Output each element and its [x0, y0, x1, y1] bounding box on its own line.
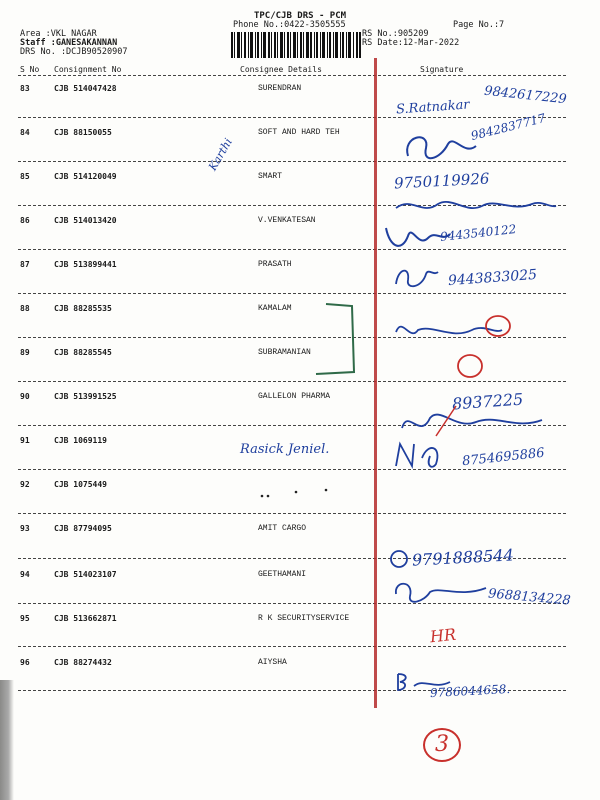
barcode — [231, 32, 361, 58]
row-sno: 83 — [20, 84, 30, 93]
page-number: Page No.:7 — [453, 20, 505, 30]
row-consignee: R K SECURITYSERVICE — [258, 614, 350, 623]
row-consignee: V.VENKATESAN — [258, 216, 316, 225]
signature-mark — [400, 126, 480, 172]
row-sno: 88 — [20, 304, 30, 313]
handwritten-phone: 9443833025 — [447, 266, 538, 290]
column-header-consignee: Consignee Details — [240, 65, 322, 74]
table-row — [0, 612, 600, 656]
handwritten-phone: 9688134228 — [487, 586, 572, 609]
row-consignment: CJB 514023107 — [54, 570, 117, 579]
signature-mark — [392, 262, 440, 292]
row-divider — [18, 646, 566, 647]
row-consignment: CJB 88285535 — [54, 304, 112, 313]
bracket-mark — [312, 300, 368, 382]
column-header-consignment: Consignment No — [54, 65, 122, 74]
handwritten-name: Rasick Jeniel. — [240, 442, 330, 457]
column-header-signature: Signature — [420, 65, 464, 74]
handwritten-phone: 9443540122 — [439, 222, 517, 244]
row-sno: 93 — [20, 524, 30, 533]
row-consignment: CJB 88274432 — [54, 658, 112, 667]
row-consignee: SMART — [258, 172, 283, 181]
signature-mark — [388, 548, 410, 570]
row-divider — [18, 117, 566, 118]
signature-mark — [392, 438, 452, 474]
row-divider — [18, 161, 566, 162]
dot-marks — [256, 486, 336, 500]
page-mark-circle: 3 — [423, 728, 461, 762]
row-sno: 92 — [20, 480, 30, 489]
scan-edge-shadow — [0, 680, 14, 800]
row-consignment: CJB 1069119 — [54, 436, 107, 445]
rs-date: RS Date:12-Mar-2022 — [362, 38, 460, 48]
row-consignee: GEETHAMANI — [258, 570, 307, 579]
row-sno: 89 — [20, 348, 30, 357]
row-divider — [18, 293, 566, 294]
row-sno: 94 — [20, 570, 30, 579]
handwritten-phone: 9842837717 — [469, 110, 547, 144]
signature-mark — [392, 312, 512, 382]
signature-mark — [390, 576, 490, 610]
row-divider — [18, 249, 566, 250]
handwritten-mark: HR — [429, 624, 457, 647]
row-consignment: CJB 1075449 — [54, 480, 107, 489]
rs-number: RS No.:905209 — [362, 29, 429, 39]
row-divider — [18, 469, 566, 470]
row-consignment: CJB 514120049 — [54, 172, 117, 181]
table-row — [0, 478, 600, 522]
row-sno: 84 — [20, 128, 30, 137]
handwritten-name: S.Ratnakar — [395, 97, 471, 118]
row-sno: 90 — [20, 392, 30, 401]
row-sno: 85 — [20, 172, 30, 181]
row-consignment: CJB 88150055 — [54, 128, 112, 137]
area-label: Area :VKL NAGAR — [20, 29, 97, 39]
row-sno: 96 — [20, 658, 30, 667]
row-consignment: CJB 514013420 — [54, 216, 117, 225]
row-sno: 91 — [20, 436, 30, 445]
handwritten-phone: 8754695886 — [461, 445, 546, 470]
drs-number: DRS No. :DCJB90520907 — [20, 47, 128, 57]
handwritten-phone: 9842617229 — [483, 83, 568, 108]
signature-mark — [392, 194, 558, 218]
row-consignment: CJB 88285545 — [54, 348, 112, 357]
row-consignee: AIYSHA — [258, 658, 287, 667]
row-consignee: SURENDRAN — [258, 84, 302, 93]
row-consignee: AMIT CARGO — [258, 524, 307, 533]
handwritten-phone: 9786044658. — [429, 681, 511, 701]
row-consignee: PRASATH — [258, 260, 292, 269]
handwritten-phone: 9791888544 — [411, 545, 515, 570]
staff-label: Staff :GANESAKANNAN — [20, 38, 118, 48]
phone-number: Phone No.:0422-3505555 — [233, 20, 346, 30]
column-header-sno: S No — [20, 65, 40, 74]
margin-line — [374, 58, 377, 708]
row-consignee: GALLELON PHARMA — [258, 392, 331, 401]
handwritten-phone: 9750119926 — [393, 169, 490, 193]
row-consignee: KAMALAM — [258, 304, 292, 313]
row-consignee: SOFT AND HARD TEH — [258, 128, 340, 137]
row-consignment: CJB 513662871 — [54, 614, 117, 623]
row-sno: 95 — [20, 614, 30, 623]
row-sno: 86 — [20, 216, 30, 225]
header-divider — [18, 75, 566, 76]
row-consignment: CJB 514047428 — [54, 84, 117, 93]
row-consignee: SUBRAMANIAN — [258, 348, 311, 357]
row-divider — [18, 513, 566, 514]
handwritten-phone: 8937225 — [451, 389, 524, 414]
row-sno: 87 — [20, 260, 30, 269]
document-title: TPC/CJB DRS - PCM — [253, 11, 347, 21]
handwritten-note: Karthi — [206, 136, 235, 173]
row-consignment: CJB 87794095 — [54, 524, 112, 533]
row-consignment: CJB 513991525 — [54, 392, 117, 401]
row-consignment: CJB 513899441 — [54, 260, 117, 269]
